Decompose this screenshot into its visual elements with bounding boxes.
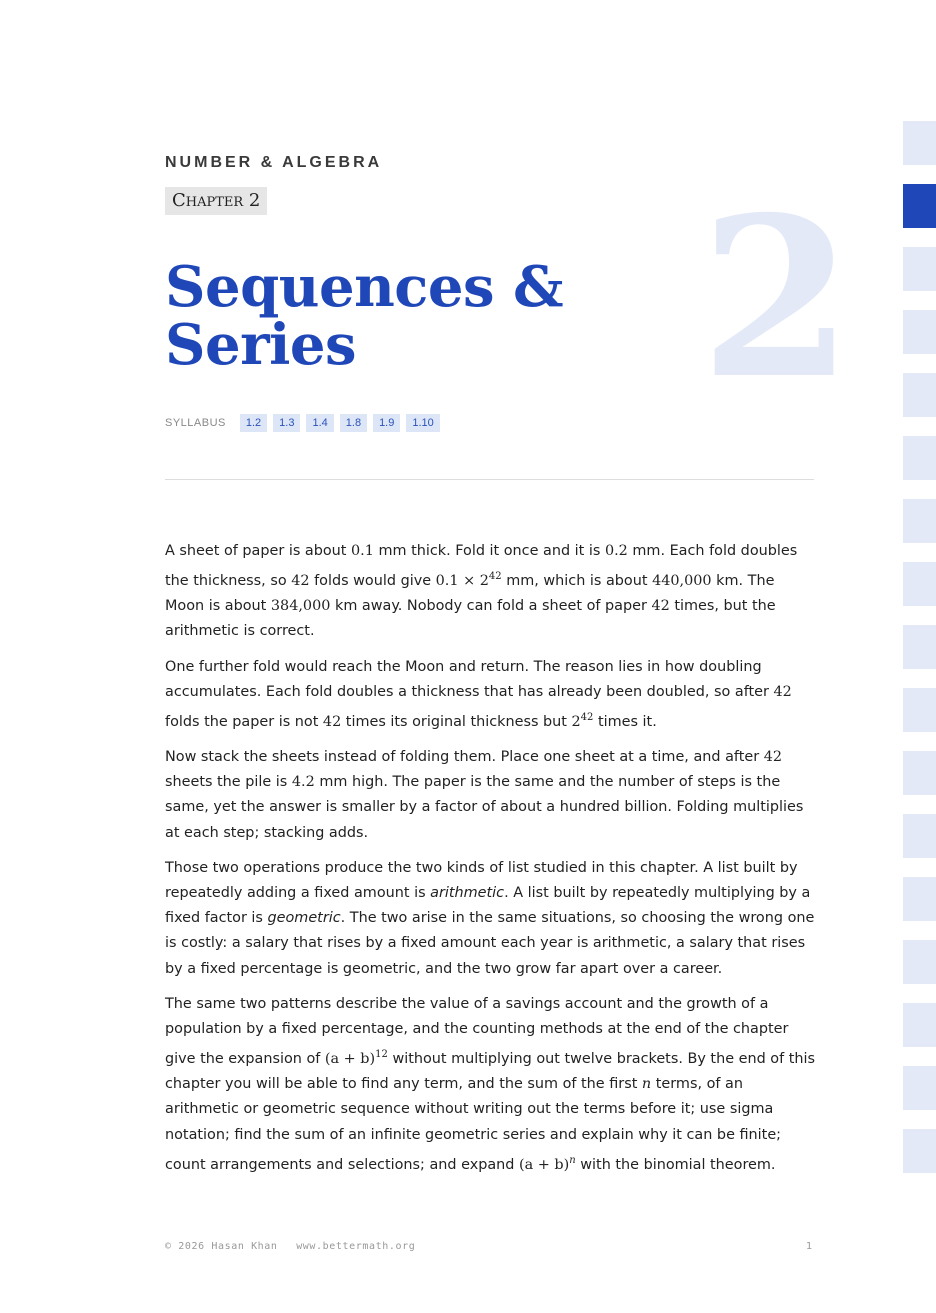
chapter-badge: Chapter 2 <box>165 187 267 215</box>
chapter-tab-active[interactable] <box>903 184 936 228</box>
syllabus-tag: 1.10 <box>406 414 439 432</box>
chapter-thumb-tabs <box>903 121 936 1192</box>
paragraph-1: A sheet of paper is about 0.1 mm thick. Fold it once and it is 0.2 mm. Each fold doubles the thickness, so 42 folds would give $0.1 \times 2^{42}$ mm, which is about 440,000 km. The Moon is about 384,000 km away. Nobody can fold a sheet of paper 42 times, but the arithmetic is correct. <box>165 543 798 640</box>
paragraph-2: One further fold would reach the Moon and return. The reason lies in how doubling accumulates. Each fold doubles a thickness that has already been doubled, so after 42 folds the paper is not 42 times its original thickness but $2^{42}$ times it. <box>165 658 792 730</box>
chapter-tab[interactable] <box>903 310 936 354</box>
chapter-tab[interactable] <box>903 1066 936 1110</box>
chapter-tab[interactable] <box>903 688 936 732</box>
syllabus-tag: 1.2 <box>240 414 267 432</box>
syllabus-tag: 1.9 <box>373 414 400 432</box>
chapter-tab[interactable] <box>903 625 936 669</box>
chapter-tab[interactable] <box>903 1129 936 1173</box>
page-number: 1 <box>806 1241 813 1252</box>
footer-credits <box>165 1241 427 1252</box>
chapter-tab[interactable] <box>903 373 936 417</box>
paragraph-5: The same two patterns describe the value of a savings account and the growth of a population by a fixed percentage, and the counting methods at the end of the chapter give the expansion of $(a + b)^{12}$ without multiplying out twelve brackets. By the end of this chapter you will be able to find any term, and the sum of the first n terms, of an arithmetic or geometric sequence without writing out the terms before it; use sigma notation; find the sum of an infinite geometric series and explain why it can be finite; count arrangements and selections; and expand $(a + b)^n$ with the binomial theorem. <box>165 995 816 1173</box>
syllabus-tag: 1.8 <box>340 414 367 432</box>
chapter-number-watermark: 2 <box>700 168 854 427</box>
chapter-tab[interactable] <box>903 814 936 858</box>
chapter-tab[interactable] <box>903 436 936 480</box>
syllabus-tag: 1.3 <box>273 414 300 432</box>
chapter-title <box>165 254 685 378</box>
chapter-title-line2: Series <box>165 312 357 378</box>
chapter-tab[interactable] <box>903 247 936 291</box>
syllabus-label: SYLLABUS <box>165 417 226 429</box>
chapter-tab[interactable] <box>903 1003 936 1047</box>
syllabus-row <box>165 414 446 432</box>
chapter-tab[interactable] <box>903 499 936 543</box>
intro-text <box>165 539 815 1188</box>
chapter-tab[interactable] <box>903 940 936 984</box>
chapter-tab[interactable] <box>903 121 936 165</box>
footer-copyright: © 2026 Hasan Khan <box>165 1241 278 1252</box>
header-divider <box>165 479 814 480</box>
paragraph-3: Now stack the sheets instead of folding them. Place one sheet at a time, and after 42 sheets the pile is 4.2 mm high. The paper is the same and the number of steps is the same, yet the answer is smaller by a factor of about a hundred billion. Folding multiplies at each step; stacking adds. <box>165 749 804 841</box>
footer-website: www.bettermath.org <box>296 1241 416 1252</box>
paragraph-4: Those two operations produce the two kinds of list studied in this chapter. A list built by repeatedly adding a fixed amount is arithmetic. A list built by repeatedly multiplying by a fixed factor is geometric. The two arise in the same situations, so choosing the wrong one is costly: a salary that rises by a fixed amount each year is arithmetic, a salary that rises by a fixed percentage is geometric, and the two grow far apart over a career. <box>165 859 815 977</box>
strand-label: NUMBER & ALGEBRA <box>165 154 383 171</box>
chapter-title-line1: Sequences & <box>165 254 564 320</box>
chapter-tab[interactable] <box>903 562 936 606</box>
chapter-tab[interactable] <box>903 877 936 921</box>
chapter-tab[interactable] <box>903 751 936 795</box>
syllabus-tag: 1.4 <box>306 414 333 432</box>
